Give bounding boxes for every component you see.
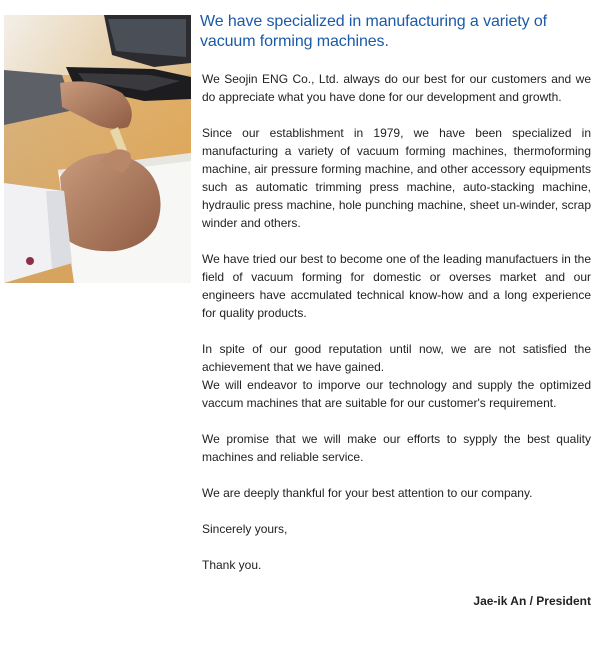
writing-hand-photo [4,15,191,283]
paragraph-thanks: We are deeply thankful for your best attention to our company. [202,486,533,500]
page-headline: We have specialized in manufacturing a variety of vacuum forming machines. [200,13,547,50]
paragraph-history: Since our establishment in 1979, we have been specialized in manufacturing a variety of vacuum forming machines, thermoforming machine, air pressure forming machine, and other accessory equipments such as automatic trimming press machine, auto-stacking machine, hydraulic press machine, hole punching machine, sheet un-winder, scrap winder and others. [202,126,591,230]
paragraph-reputation: In spite of our good reputation until now, we are not satisfied the achievement that we have gained. [202,342,591,374]
closing-sincerely: Sincerely yours, [202,522,288,536]
writing-hand-laptop-photo-icon [4,15,191,283]
closing-thank-you: Thank you. [202,558,262,572]
paragraph-goals: We have tried our best to become one of the leading manufactuers in the field of vacuum forming for domestic or overses market and our engineers have accmulated technical know-how and a long experience for quality products. [202,252,591,320]
paragraph-endeavor: We will endeavor to imporve our technology and supply the optimized vaccum machines that are suitable for our customer's requirement. [202,378,591,410]
letter-body [202,70,591,610]
signature: Jae-ik An / President [473,594,591,608]
paragraph-promise: We promise that we will make our efforts to sypply the best quality machines and reliable service. [202,432,591,464]
paragraph-greeting: We Seojin ENG Co., Ltd. always do our best for our customers and we do appreciate what you have done for our development and growth. [202,72,591,104]
